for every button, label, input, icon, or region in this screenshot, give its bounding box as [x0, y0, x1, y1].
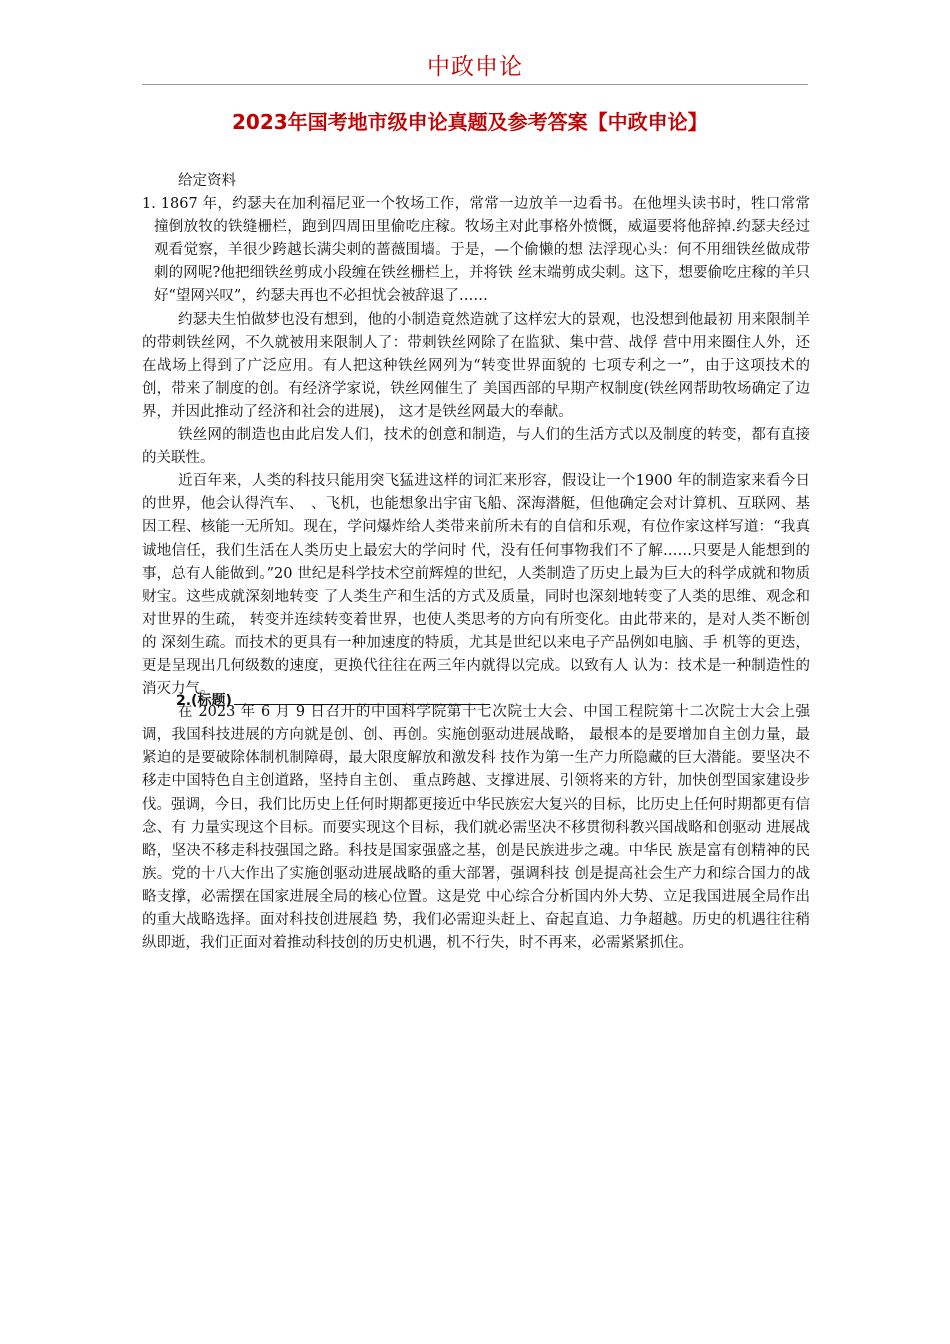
- header-brand: 中政申论: [427, 54, 523, 80]
- paragraph-5: 在 2023 年 6 月 9 日召开的中国科学院第十七次院士大会、中国工程院第十二次院士大会上强调，我国科技进展的方向就是创、创、再创。实施创驱动进展战略， 最根本的是要增加自主创力量，最紧迫的是要破除体制机制障碍，最大限度解放和激发科 技作为第一生产力所隐藏的巨大潜能。要坚决不移走中国特色自主创道路，坚持自主创、 重点跨越、支撑进展、引领将来的方针，加快创型国家建设步伐。强调，今日，我们比历史上任何时期都更接近中华民族宏大复兴的目标，比历史上任何时期都更有信念、有 力量实现这个目标。而要实现这个目标，我们就必需坚决不移贯彻科教兴国战略和创驱动 进展战略，坚决不移走科技强国之路。科技是国家强盛之基，创是民族进步之魂。中华民 族是富有创精神的民族。党的十八大作出了实施创驱动进展战略的重大部署，强调科技 创是提高社会生产力和综合国力的战略支撑，必需摆在国家进展全局的核心位置。这是党 中心综合分析国内外大势、立足我国进展全局作出的重大战略选择。面对科技创进展趋 势，我们必需迎头赶上、奋起直追、力争超越。历史的机遇往往稍纵即逝，我们正面对着推动科技创的历史机遇，机不行失，时不再来，必需紧紧抓住。: [142, 704, 810, 952]
- paragraph-2: 约瑟夫生怕做梦也没有想到，他的小制造竟然造就了这样宏大的景观，也没想到他最初 用来限制羊的带刺铁丝网，不久就被用来限制人了：带刺铁丝网除了在监狱、集中营、战俘 营中用来圈住人外，还在战场上得到了广泛应用。有人把这种铁丝网列为“转变世界面貌的 七项专利之一”，由于这项技术的创，带来了制度的创。有经济学家说，铁丝网催生了 美国西部的早期产权制度(铁丝网帮助牧场确定了边界，并因此推动了经济和社会的进展)， 这才是铁丝网最大的奉献。: [142, 311, 810, 420]
- answer-underline: [234, 690, 490, 705]
- header-divider: [142, 84, 808, 85]
- paragraph-4: 近百年来，人类的科技只能用突飞猛进这样的词汇来形容，假设让一个1900 年的制造家来看今日的世界，他会认得汽车、 、飞机，也能想象出宇宙飞船、深海潜艇，但他确定会对计算机、互联网、基因工程、核能一无所知。现在，学问爆炸给人类带来前所未有的自信和乐观，有位作家这样写道：“我真诚地信任，我们生活在人类历史上最宏大的学问时 代，没有任何事物我们不了解……只要是人能想到的事，总有人能做到。”20 世纪是科学技术空前辉煌的世纪，人类制造了历史上最为巨大的科学成就和物质财宝。这些成就深刻地转变 了人类生产和生活的方式及质量，同时也深刻地转变了人类的思维、观念和对世界的生疏， 转变并连续转变着世界，也使人类思考的方向有所变化。由此带来的，是对人类不断创的 深刻生疏。而技术的更具有一种加速度的特质，尤其是世纪以来电子产品例如电脑、手 机等的更迭，更是呈现出几何级数的速度，更换代往往在两三年内就得以完成。以致有人 认为：技术是一种制造性的消灭力气。: [142, 473, 810, 698]
- question-label: 2.(标题): [176, 693, 232, 709]
- paragraph-1: 1. 1867 年，约瑟夫在加利福尼亚一个牧场工作，常常一边放羊一边看书。在他埋头读书时，牲口常常撞倒放牧的铁缝栅栏，跑到四周田里偷吃庄稼。牧场主对此事格外愤慨，威逼要将他辞掉.约瑟夫经过观看觉察，羊很少跨越长满尖刺的蔷薇围墙。于是，—个偷懒的想 法浮现心头：何不用细铁丝做成带刺的网呢?他把细铁丝剪成小段缠在铁丝栅栏上，并将铁 丝末端剪成尖刺。这下，想要偷吃庄稼的羊只好“望网兴叹”，约瑟夫再也不必担忧会被辞退了……: [142, 196, 810, 305]
- document-body: [142, 170, 810, 955]
- section-label: 给定资料: [178, 173, 236, 189]
- document-title: 2023年国考地市级申论真题及参考答案【中政申论】: [232, 110, 708, 134]
- paragraph-3: 铁丝网的制造也由此启发人们，技术的创意和制造，与人们的生活方式以及制度的转变，都有直接的关联性。: [142, 427, 810, 467]
- question-blank: [176, 690, 490, 710]
